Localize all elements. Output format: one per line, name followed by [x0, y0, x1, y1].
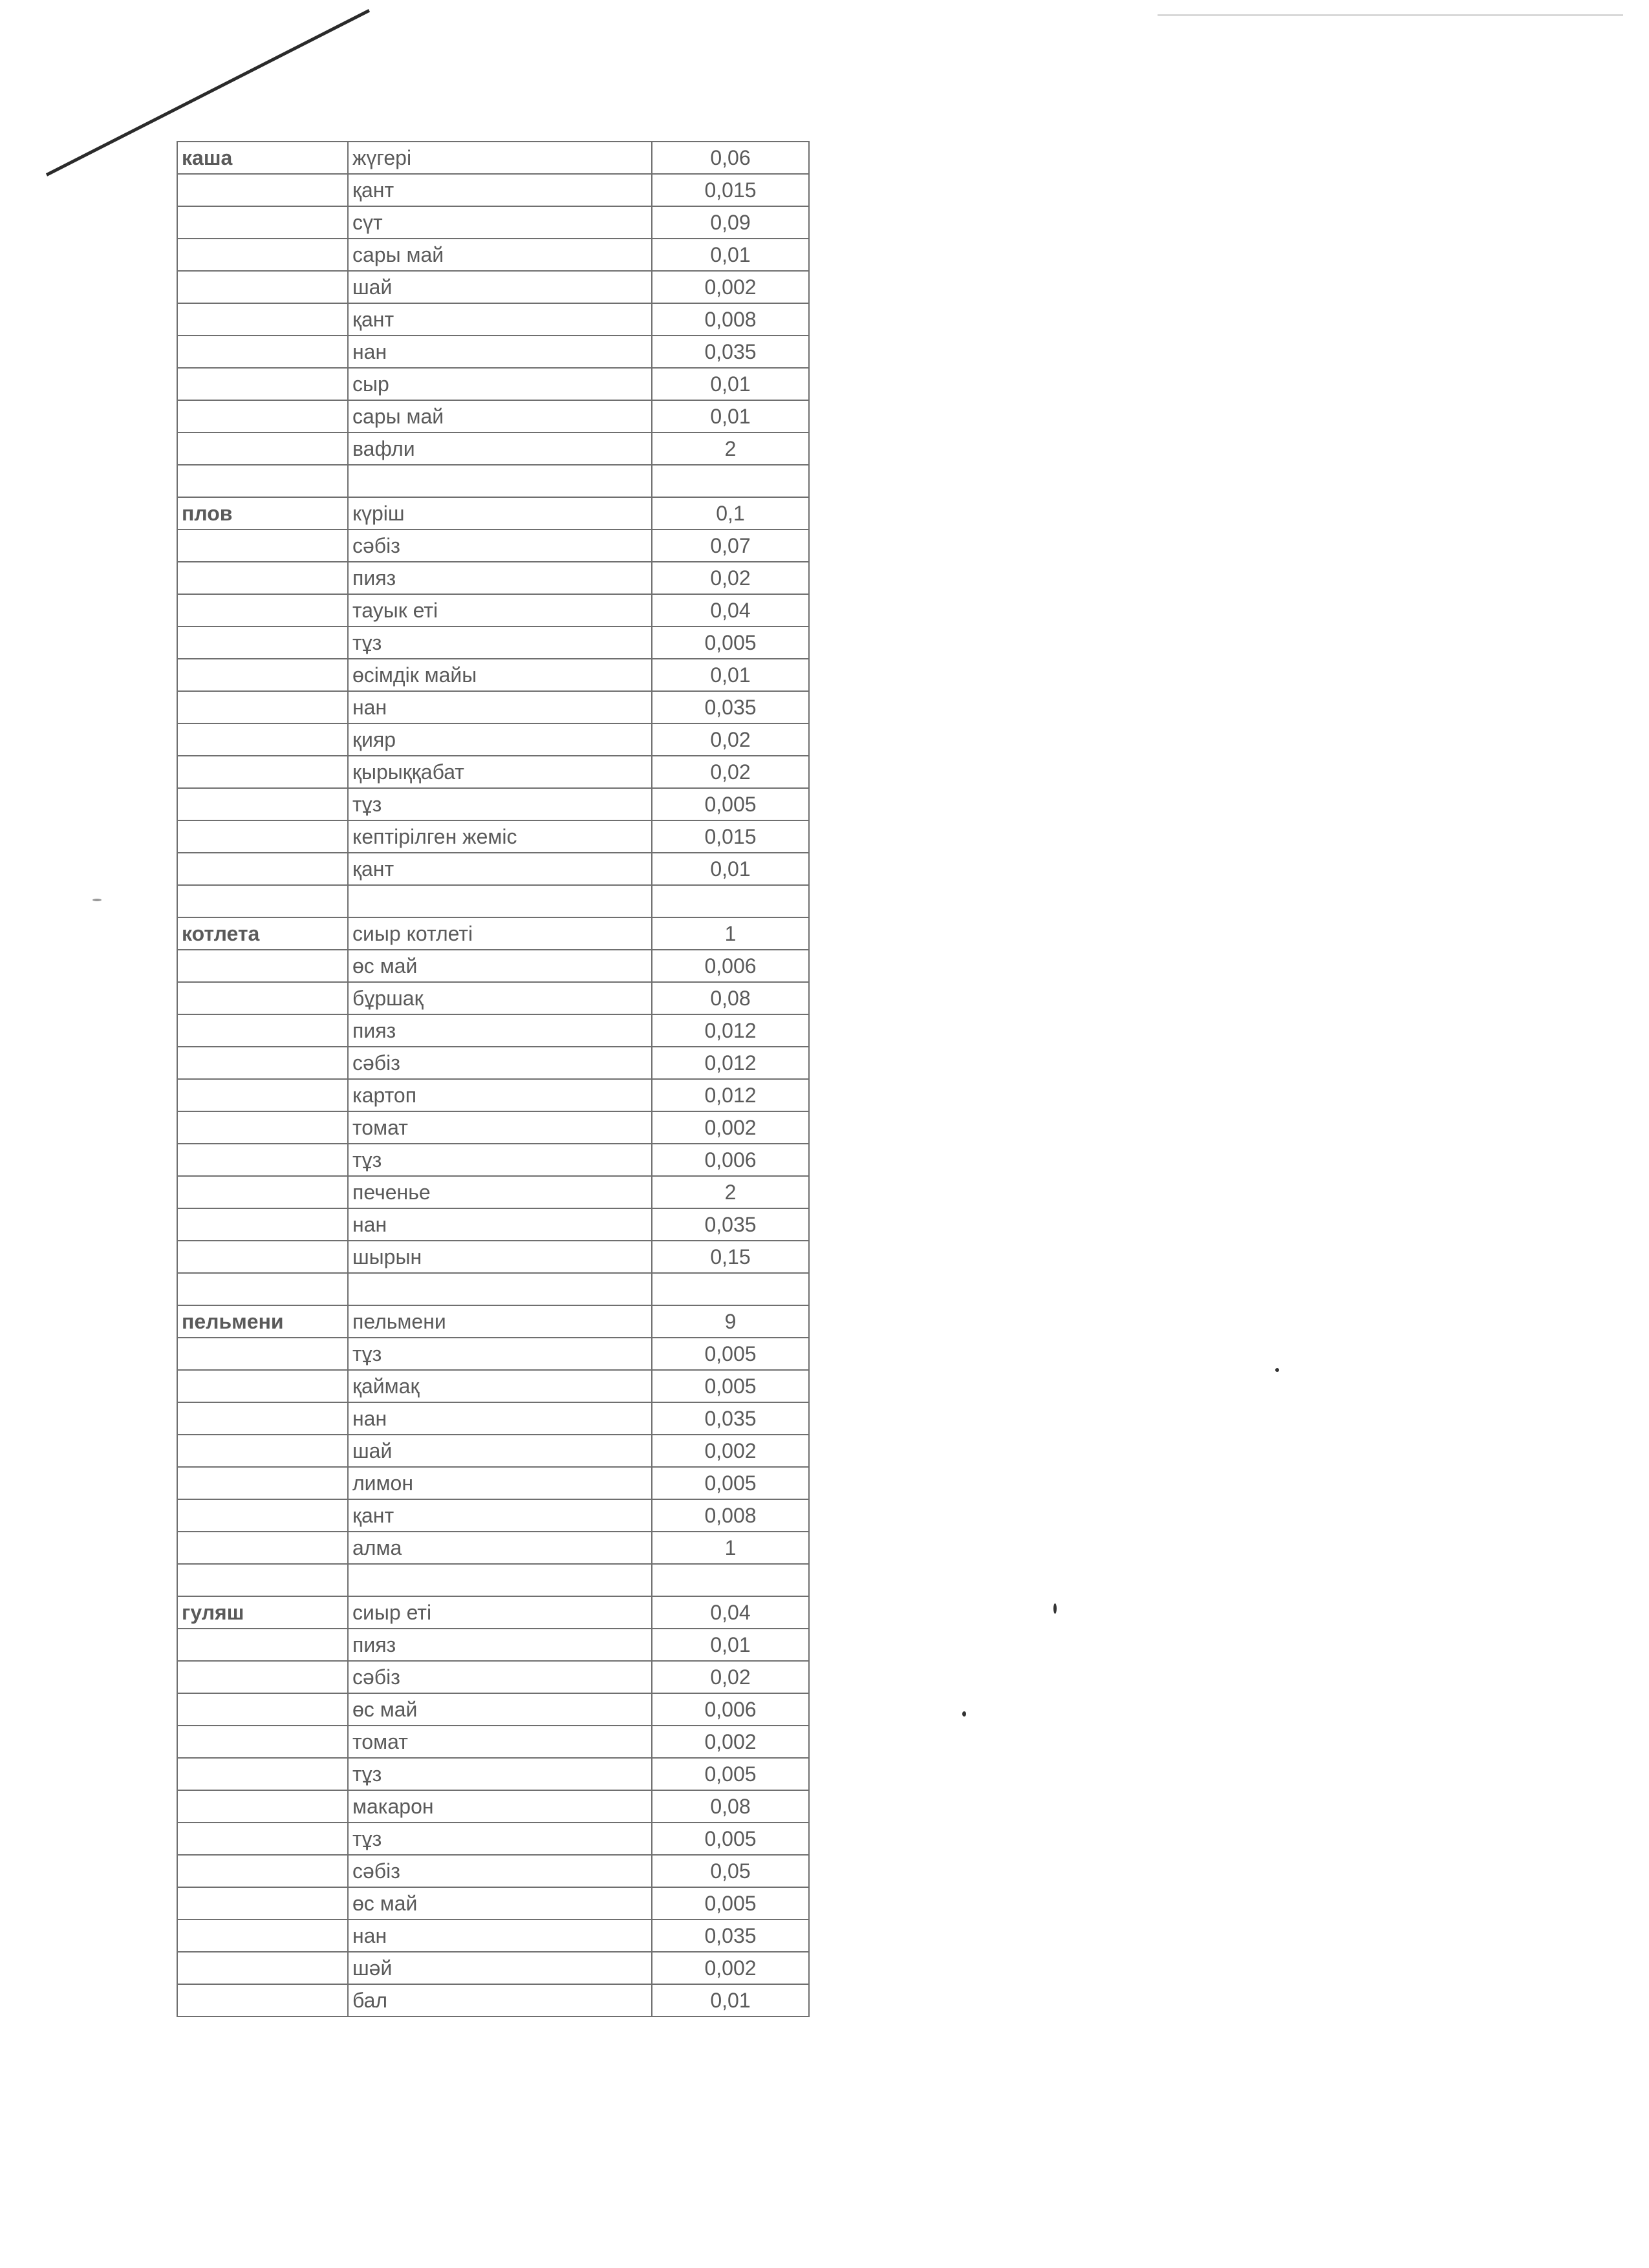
- quantity-cell: 0,01: [652, 400, 809, 433]
- dish-cell: [177, 950, 348, 982]
- ingredient-cell: сиыр еті: [348, 1596, 652, 1629]
- quantity-cell: 0,1: [652, 497, 809, 530]
- empty-cell: [652, 885, 809, 917]
- dish-cell: [177, 1402, 348, 1435]
- table-row: [177, 788, 809, 820]
- ingredient-cell: нан: [348, 1920, 652, 1952]
- empty-cell: [652, 465, 809, 497]
- empty-cell: [177, 465, 348, 497]
- ingredient-cell: қырыққабат: [348, 756, 652, 788]
- quantity-cell: 0,035: [652, 691, 809, 723]
- dish-cell: [177, 1758, 348, 1790]
- table-row: [177, 1305, 809, 1338]
- quantity-cell: 0,01: [652, 368, 809, 400]
- quantity-cell: 0,04: [652, 1596, 809, 1629]
- table-row: [177, 1693, 809, 1726]
- quantity-cell: 1: [652, 917, 809, 950]
- quantity-cell: 0,01: [652, 1629, 809, 1661]
- dish-cell: [177, 1629, 348, 1661]
- scan-speck: [92, 899, 102, 901]
- table-row: [177, 1661, 809, 1693]
- table-row: [177, 303, 809, 336]
- quantity-cell: 0,04: [652, 594, 809, 626]
- ingredient-cell: сиыр котлеті: [348, 917, 652, 950]
- table-row: [177, 1176, 809, 1208]
- quantity-cell: 0,02: [652, 723, 809, 756]
- quantity-cell: 0,002: [652, 271, 809, 303]
- dish-cell: [177, 433, 348, 465]
- ingredient-cell: сәбіз: [348, 1855, 652, 1887]
- dish-cell: [177, 1111, 348, 1144]
- table-row: [177, 853, 809, 885]
- quantity-cell: 0,015: [652, 174, 809, 206]
- dish-cell: [177, 1823, 348, 1855]
- dish-cell: [177, 1208, 348, 1241]
- table-row: [177, 239, 809, 271]
- dish-cell: [177, 1532, 348, 1564]
- quantity-cell: 0,005: [652, 1370, 809, 1402]
- dish-cell: [177, 303, 348, 336]
- table-row: [177, 336, 809, 368]
- ingredient-cell: нан: [348, 1402, 652, 1435]
- ingredient-cell: өс май: [348, 1887, 652, 1920]
- dish-cell: [177, 368, 348, 400]
- empty-cell: [177, 1564, 348, 1596]
- ingredient-cell: сүт: [348, 206, 652, 239]
- empty-cell: [348, 1273, 652, 1305]
- ingredient-cell: өс май: [348, 950, 652, 982]
- table-row: [177, 1079, 809, 1111]
- dish-cell: [177, 1952, 348, 1984]
- dish-cell: [177, 626, 348, 659]
- ingredient-cell: қант: [348, 1499, 652, 1532]
- quantity-cell: 0,005: [652, 1338, 809, 1370]
- table-row: [177, 917, 809, 950]
- ingredient-cell: пельмени: [348, 1305, 652, 1338]
- dish-cell: [177, 1144, 348, 1176]
- ingredient-cell: пияз: [348, 1629, 652, 1661]
- dish-cell: [177, 1079, 348, 1111]
- table-row: [177, 1790, 809, 1823]
- ingredient-cell: печенье: [348, 1176, 652, 1208]
- ingredient-cell: тауык еті: [348, 594, 652, 626]
- dish-cell: [177, 1014, 348, 1047]
- ingredient-cell: қант: [348, 303, 652, 336]
- quantity-cell: 0,02: [652, 756, 809, 788]
- dish-cell: [177, 1920, 348, 1952]
- table-row: [177, 1887, 809, 1920]
- table-row: [177, 1435, 809, 1467]
- ingredient-cell: тұз: [348, 1758, 652, 1790]
- dish-cell: [177, 562, 348, 594]
- ingredient-cell: сары май: [348, 400, 652, 433]
- table-row: [177, 659, 809, 691]
- table-row: [177, 1499, 809, 1532]
- quantity-cell: 0,012: [652, 1014, 809, 1047]
- scan-speck: [1275, 1368, 1279, 1372]
- ingredient-cell: тұз: [348, 1144, 652, 1176]
- table-row: [177, 1370, 809, 1402]
- dish-cell: [177, 1176, 348, 1208]
- dish-cell: [177, 239, 348, 271]
- quantity-cell: 0,006: [652, 950, 809, 982]
- ingredient-cell: қияр: [348, 723, 652, 756]
- quantity-cell: 0,008: [652, 1499, 809, 1532]
- quantity-cell: 2: [652, 433, 809, 465]
- quantity-cell: 0,012: [652, 1079, 809, 1111]
- spacer-row: [177, 885, 809, 917]
- table-row: [177, 982, 809, 1014]
- quantity-cell: 0,005: [652, 1467, 809, 1499]
- quantity-cell: 0,02: [652, 562, 809, 594]
- ingredient-cell: тұз: [348, 626, 652, 659]
- quantity-cell: 0,002: [652, 1111, 809, 1144]
- empty-cell: [348, 1564, 652, 1596]
- ingredient-cell: бал: [348, 1984, 652, 2017]
- dish-cell: [177, 1338, 348, 1370]
- ingredient-cell: қант: [348, 853, 652, 885]
- ingredient-cell: нан: [348, 336, 652, 368]
- table-row: [177, 723, 809, 756]
- table-row: [177, 820, 809, 853]
- table-row: [177, 368, 809, 400]
- empty-cell: [348, 465, 652, 497]
- table-row: [177, 1241, 809, 1273]
- table-row: [177, 1208, 809, 1241]
- quantity-cell: 0,035: [652, 1920, 809, 1952]
- dish-cell: [177, 594, 348, 626]
- dish-cell: [177, 1726, 348, 1758]
- dish-cell: [177, 174, 348, 206]
- quantity-cell: 1: [652, 1532, 809, 1564]
- quantity-cell: 0,01: [652, 659, 809, 691]
- quantity-cell: 0,005: [652, 1758, 809, 1790]
- table-row: [177, 1758, 809, 1790]
- table-row: [177, 1144, 809, 1176]
- quantity-cell: 0,07: [652, 530, 809, 562]
- ingredient-cell: пияз: [348, 562, 652, 594]
- ingredient-cell: сәбіз: [348, 1047, 652, 1079]
- quantity-cell: 0,01: [652, 853, 809, 885]
- table-row: [177, 756, 809, 788]
- ingredient-cell: пияз: [348, 1014, 652, 1047]
- dish-cell: [177, 1499, 348, 1532]
- quantity-cell: 0,035: [652, 1208, 809, 1241]
- ingredient-cell: вафли: [348, 433, 652, 465]
- quantity-cell: 0,035: [652, 1402, 809, 1435]
- dish-cell: гуляш: [177, 1596, 348, 1629]
- quantity-cell: 0,01: [652, 1984, 809, 2017]
- ingredient-cell: макарон: [348, 1790, 652, 1823]
- scan-edge-mark: [1158, 14, 1623, 16]
- empty-cell: [177, 1273, 348, 1305]
- dish-cell: [177, 723, 348, 756]
- table-row: [177, 1596, 809, 1629]
- ingredient-cell: шай: [348, 1435, 652, 1467]
- quantity-cell: 0,01: [652, 239, 809, 271]
- quantity-cell: 0,15: [652, 1241, 809, 1273]
- table-row: [177, 1823, 809, 1855]
- ingredient-cell: тұз: [348, 788, 652, 820]
- quantity-cell: 0,005: [652, 1823, 809, 1855]
- dish-cell: [177, 853, 348, 885]
- empty-cell: [348, 885, 652, 917]
- quantity-cell: 0,035: [652, 336, 809, 368]
- table-row: [177, 1111, 809, 1144]
- dish-cell: [177, 1693, 348, 1726]
- table-row: [177, 1629, 809, 1661]
- table-row: [177, 950, 809, 982]
- ingredient-cell: картоп: [348, 1079, 652, 1111]
- table-row: [177, 530, 809, 562]
- quantity-cell: 0,002: [652, 1726, 809, 1758]
- spacer-row: [177, 1273, 809, 1305]
- dish-cell: [177, 271, 348, 303]
- table-row: [177, 1014, 809, 1047]
- ingredient-cell: тұз: [348, 1823, 652, 1855]
- table-row: [177, 594, 809, 626]
- dish-cell: [177, 1887, 348, 1920]
- table-row: [177, 206, 809, 239]
- empty-cell: [652, 1564, 809, 1596]
- empty-cell: [177, 885, 348, 917]
- ingredient-cell: шырын: [348, 1241, 652, 1273]
- ingredient-cell: сары май: [348, 239, 652, 271]
- quantity-cell: 0,015: [652, 820, 809, 853]
- quantity-cell: 0,002: [652, 1435, 809, 1467]
- dish-cell: [177, 691, 348, 723]
- dish-cell: пельмени: [177, 1305, 348, 1338]
- table-row: [177, 1920, 809, 1952]
- dish-cell: [177, 1467, 348, 1499]
- ingredient-cell: бұршақ: [348, 982, 652, 1014]
- dish-cell: [177, 1047, 348, 1079]
- quantity-cell: 0,06: [652, 142, 809, 174]
- menu-document: [177, 141, 808, 2017]
- table-row: [177, 1338, 809, 1370]
- table-row: [177, 1467, 809, 1499]
- ingredient-cell: күріш: [348, 497, 652, 530]
- table-row: [177, 142, 809, 174]
- table-row: [177, 271, 809, 303]
- dish-cell: [177, 206, 348, 239]
- ingredient-cell: өс май: [348, 1693, 652, 1726]
- spacer-row: [177, 1564, 809, 1596]
- ingredient-cell: шәй: [348, 1952, 652, 1984]
- ingredient-cell: сыр: [348, 368, 652, 400]
- table-row: [177, 1952, 809, 1984]
- table-row: [177, 1532, 809, 1564]
- table-row: [177, 433, 809, 465]
- quantity-cell: 0,08: [652, 982, 809, 1014]
- quantity-cell: 0,002: [652, 1952, 809, 1984]
- dish-cell: [177, 1661, 348, 1693]
- ingredient-cell: сәбіз: [348, 530, 652, 562]
- quantity-cell: 0,09: [652, 206, 809, 239]
- quantity-cell: 0,012: [652, 1047, 809, 1079]
- ingredient-cell: тұз: [348, 1338, 652, 1370]
- table-row: [177, 1726, 809, 1758]
- ingredient-cell: шай: [348, 271, 652, 303]
- dish-cell: [177, 1370, 348, 1402]
- dish-cell: [177, 788, 348, 820]
- dish-cell: [177, 982, 348, 1014]
- table-row: [177, 626, 809, 659]
- dish-cell: [177, 400, 348, 433]
- table-row: [177, 1047, 809, 1079]
- dish-cell: [177, 1855, 348, 1887]
- quantity-cell: 0,02: [652, 1661, 809, 1693]
- table-row: [177, 1402, 809, 1435]
- dish-cell: [177, 336, 348, 368]
- scan-speck: [1053, 1603, 1057, 1614]
- menu-table-body: [177, 142, 809, 2017]
- quantity-cell: 0,05: [652, 1855, 809, 1887]
- quantity-cell: 0,005: [652, 626, 809, 659]
- ingredient-cell: нан: [348, 1208, 652, 1241]
- dish-cell: каша: [177, 142, 348, 174]
- dish-cell: [177, 820, 348, 853]
- dish-cell: [177, 530, 348, 562]
- ingredient-cell: қаймақ: [348, 1370, 652, 1402]
- table-row: [177, 400, 809, 433]
- dish-cell: [177, 1984, 348, 2017]
- table-row: [177, 691, 809, 723]
- ingredient-cell: томат: [348, 1111, 652, 1144]
- quantity-cell: 2: [652, 1176, 809, 1208]
- quantity-cell: 0,006: [652, 1693, 809, 1726]
- quantity-cell: 0,006: [652, 1144, 809, 1176]
- quantity-cell: 0,008: [652, 303, 809, 336]
- menu-table: [177, 141, 810, 2017]
- ingredient-cell: қант: [348, 174, 652, 206]
- dish-cell: плов: [177, 497, 348, 530]
- ingredient-cell: томат: [348, 1726, 652, 1758]
- table-row: [177, 1855, 809, 1887]
- dish-cell: [177, 1241, 348, 1273]
- ingredient-cell: жүгері: [348, 142, 652, 174]
- table-row: [177, 497, 809, 530]
- quantity-cell: 0,005: [652, 1887, 809, 1920]
- dish-cell: [177, 659, 348, 691]
- dish-cell: [177, 756, 348, 788]
- dish-cell: [177, 1790, 348, 1823]
- table-row: [177, 562, 809, 594]
- ingredient-cell: сәбіз: [348, 1661, 652, 1693]
- empty-cell: [652, 1273, 809, 1305]
- spacer-row: [177, 465, 809, 497]
- quantity-cell: 0,08: [652, 1790, 809, 1823]
- ingredient-cell: алма: [348, 1532, 652, 1564]
- ingredient-cell: кептірілген жеміс: [348, 820, 652, 853]
- ingredient-cell: лимон: [348, 1467, 652, 1499]
- scan-speck: [962, 1711, 966, 1717]
- dish-cell: котлета: [177, 917, 348, 950]
- ingredient-cell: өсімдік майы: [348, 659, 652, 691]
- quantity-cell: 0,005: [652, 788, 809, 820]
- quantity-cell: 9: [652, 1305, 809, 1338]
- table-row: [177, 1984, 809, 2017]
- table-row: [177, 174, 809, 206]
- dish-cell: [177, 1435, 348, 1467]
- ingredient-cell: нан: [348, 691, 652, 723]
